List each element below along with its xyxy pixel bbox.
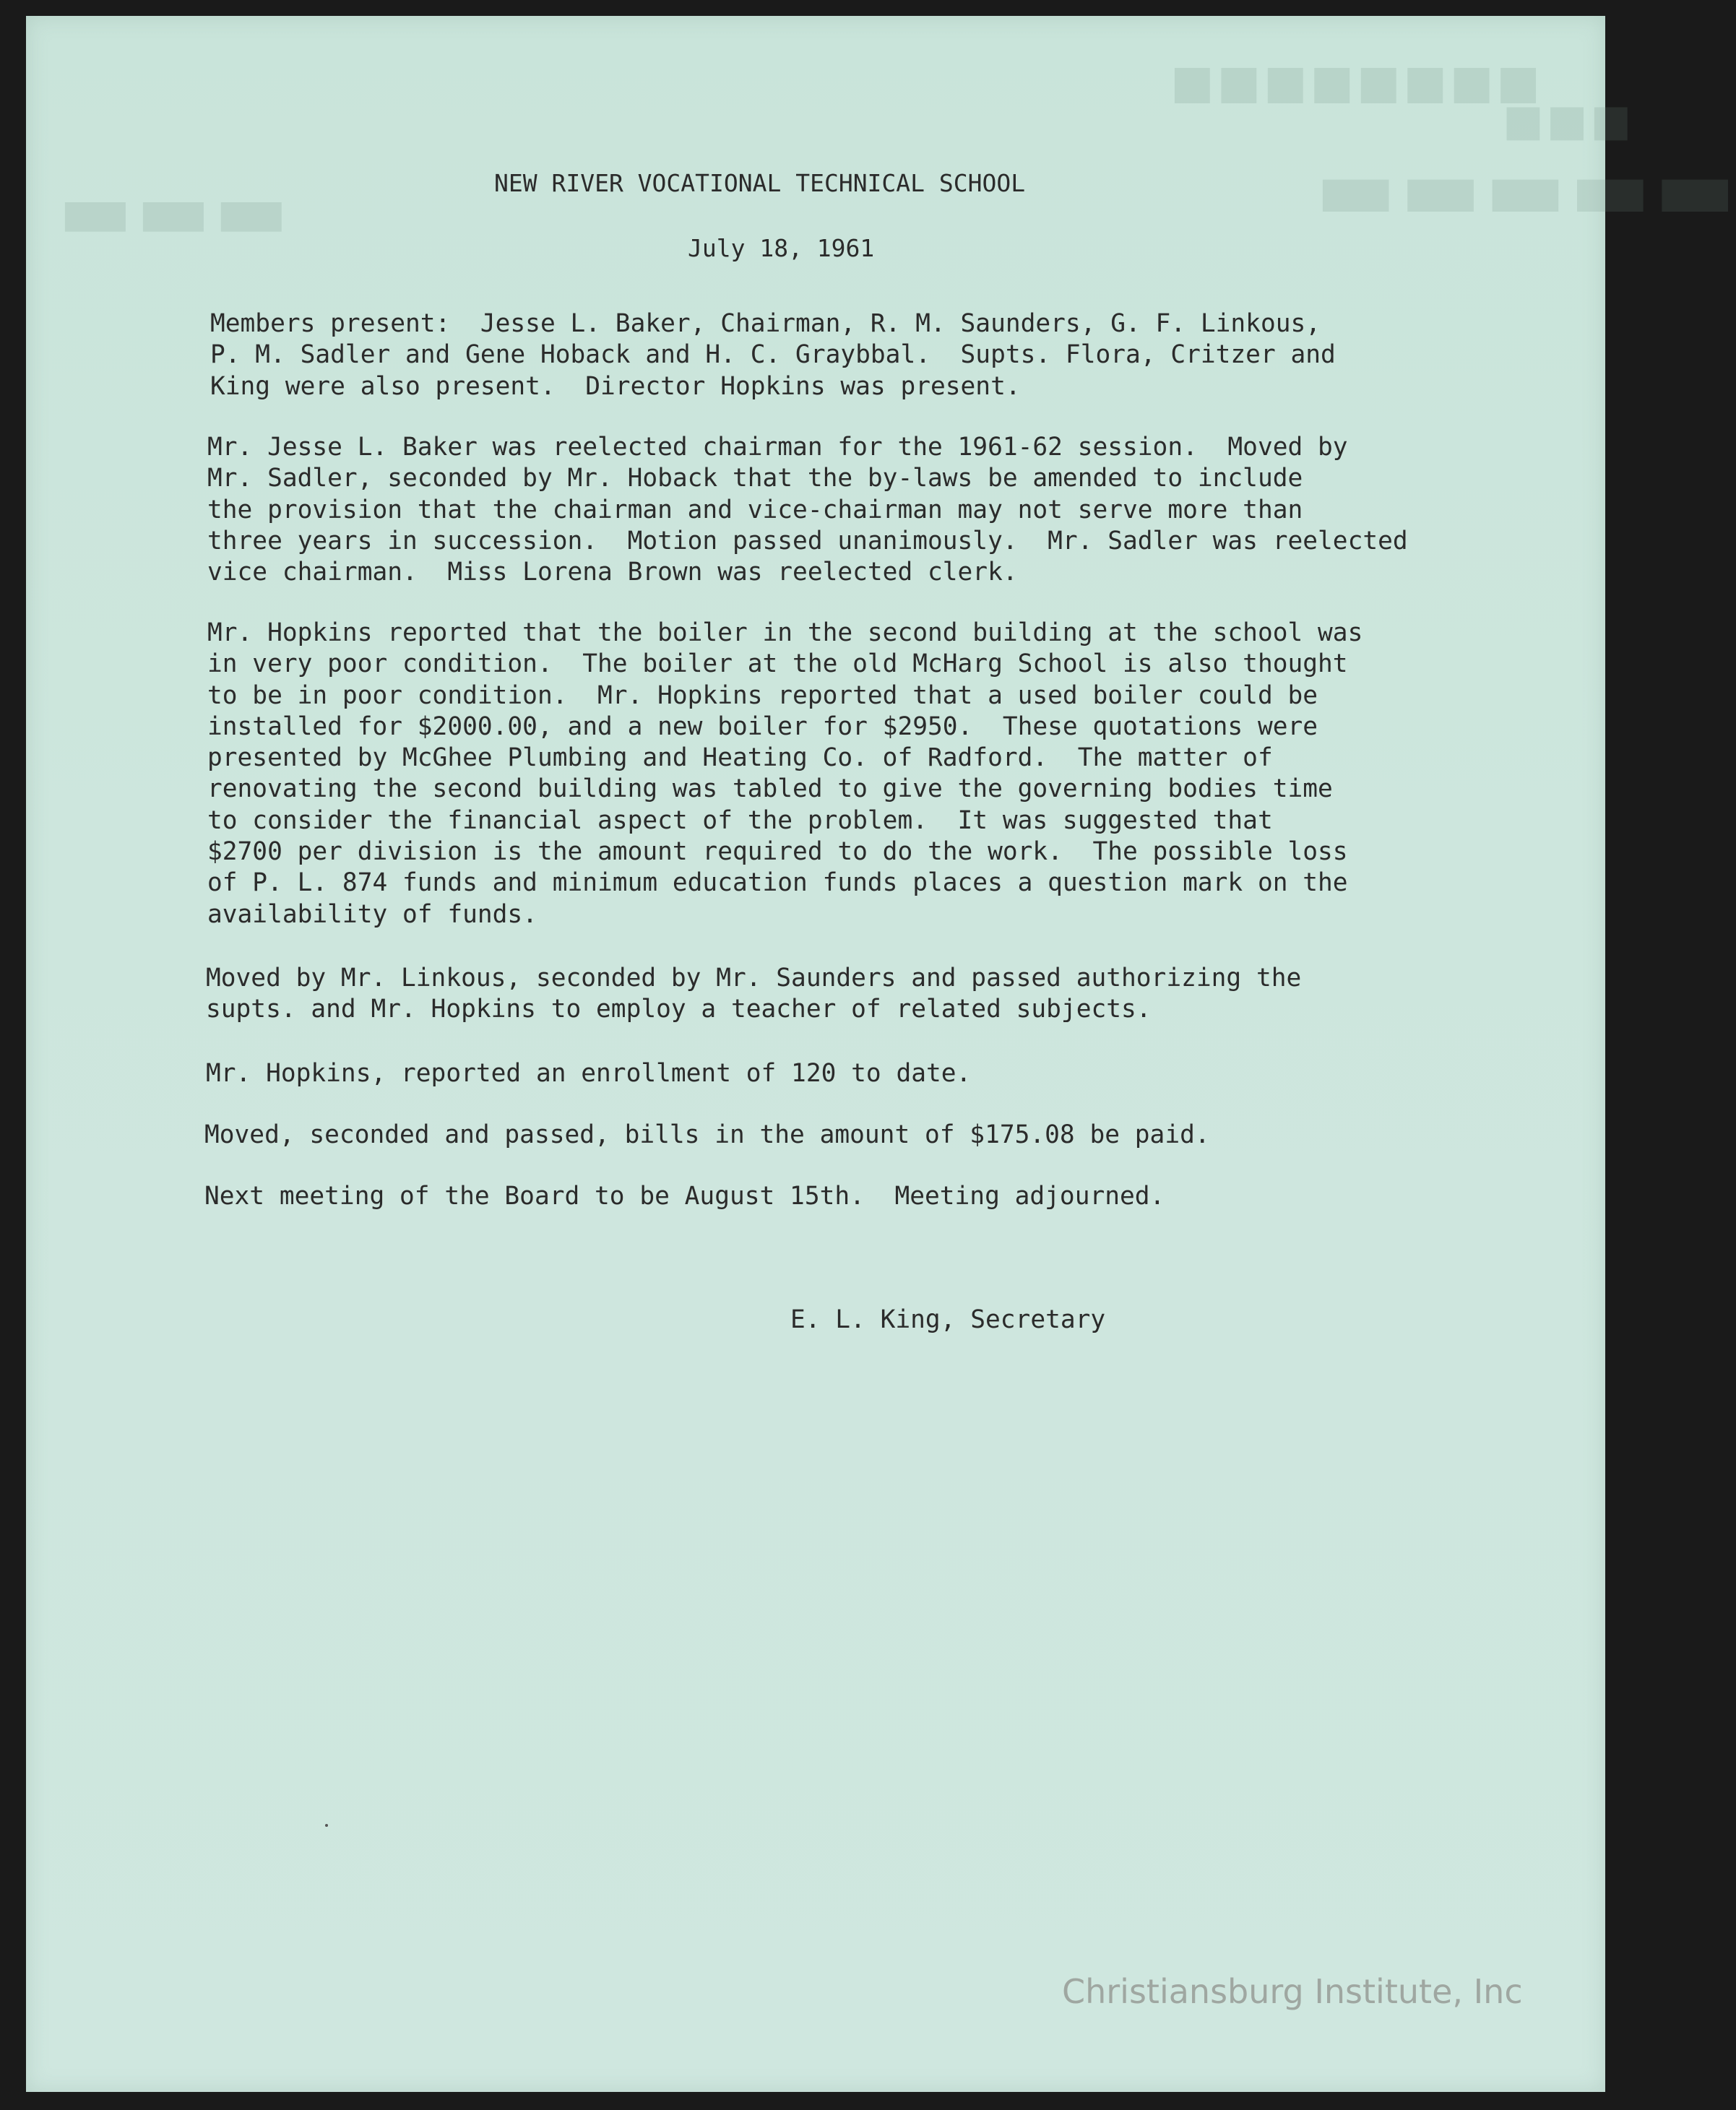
document-title: NEW RIVER VOCATIONAL TECHNICAL SCHOOL <box>494 169 1026 197</box>
text-line: in very poor condition. The boiler at the old McHarg School is also thought <box>207 649 1348 679</box>
text-line: supts. and Mr. Hopkins to employ a teacher of related subjects. <box>206 995 1152 1024</box>
paragraph-bills <box>204 1120 1505 1151</box>
paragraph-members-present <box>210 308 1511 402</box>
text-line: three years in succession. Motion passed unanimously. Mr. Sadler was reelected <box>207 526 1408 555</box>
paragraph-next-meeting <box>204 1181 1505 1212</box>
show-through-marking: ■■■■■■■■ <box>1167 56 1540 109</box>
show-through-marking: ▬▬▬▬▬ <box>1312 139 1736 239</box>
text-line: Mr. Hopkins, reported an enrollment of 120 to date. <box>206 1059 972 1088</box>
text-line: renovating the second building was tabled to give the governing bodies time <box>207 774 1333 804</box>
paragraph-teacher-motion <box>206 963 1506 1026</box>
text-line: King were also present. Director Hopkins was present. <box>210 371 1021 401</box>
text-line: of P. L. 874 funds and minimum education funds places a question mark on the <box>207 868 1348 898</box>
text-line: availability of funds. <box>207 899 537 929</box>
paragraph-enrollment <box>206 1058 1506 1089</box>
text-line: Moved by Mr. Linkous, seconded by Mr. Saunders and passed authorizing the <box>206 964 1302 993</box>
text-line: P. M. Sadler and Gene Hoback and H. C. Graybbal. Supts. Flora, Critzer and <box>210 340 1336 370</box>
text-line: vice chairman. Miss Lorena Brown was reelected clerk. <box>207 558 1018 587</box>
document-date: July 18, 1961 <box>688 234 875 262</box>
text-line: Members present: Jesse L. Baker, Chairman, R. M. Saunders, G. F. Linkous, <box>210 309 1321 338</box>
text-line: installed for $2000.00, and a new boiler for $2950. These quotations were <box>207 712 1318 741</box>
text-line: to be in poor condition. Mr. Hopkins reported that a used boiler could be <box>207 680 1318 710</box>
text-line: the provision that the chairman and vice-chairman may not serve more than <box>207 495 1303 524</box>
show-through-marking: ▬▬▬ <box>55 164 289 256</box>
text-line: Moved, seconded and passed, bills in the amount of $175.08 be paid. <box>204 1120 1210 1149</box>
paper-speck <box>325 1824 328 1827</box>
signature-line: E. L. King, Secretary <box>790 1305 1106 1334</box>
archive-watermark: Christiansburg Institute, Inc <box>1062 1972 1523 2011</box>
text-line: Mr. Sadler, seconded by Mr. Hoback that the by-laws be amended to include <box>207 464 1303 493</box>
text-line: presented by McGhee Plumbing and Heating Co. of Radford. The matter of <box>207 743 1273 773</box>
paragraph-boiler-report <box>207 618 1508 930</box>
show-through-marking: ■■■ <box>1500 95 1632 146</box>
text-line: $2700 per division is the amount required to do the work. The possible loss <box>207 837 1348 867</box>
text-line: Mr. Jesse L. Baker was reelected chairman for the 1961-62 session. Moved by <box>207 433 1348 462</box>
text-line: Next meeting of the Board to be August 15th. Meeting adjourned. <box>204 1182 1165 1211</box>
text-line: to consider the financial aspect of the problem. It was suggested that <box>207 805 1273 835</box>
text-line: Mr. Hopkins reported that the boiler in the second building at the school was <box>207 618 1363 647</box>
paragraph-election <box>207 432 1508 588</box>
